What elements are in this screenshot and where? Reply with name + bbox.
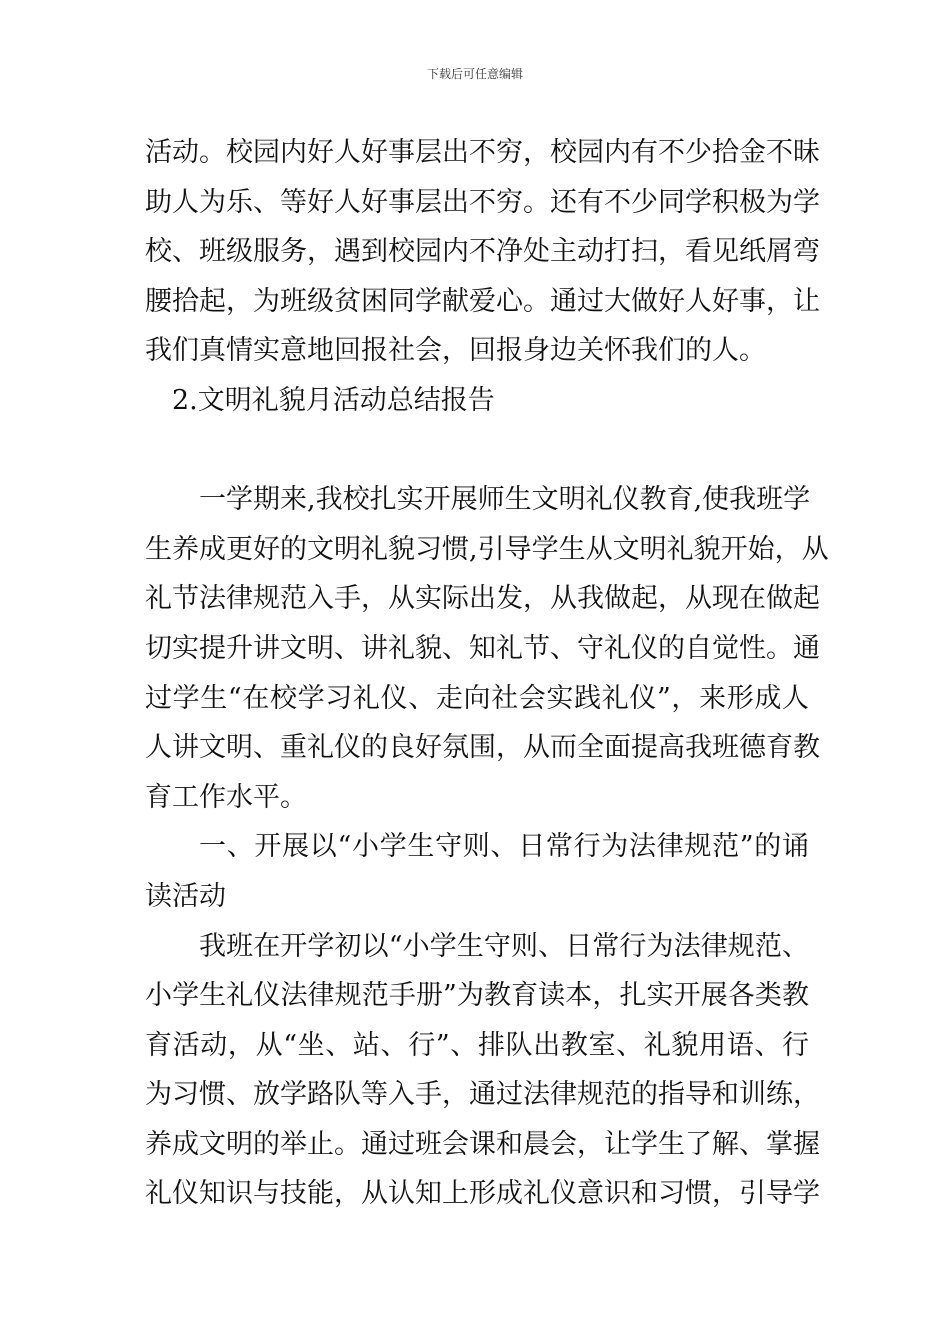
paragraph-first-line: 我班在开学初以“小学生守则、日常行为法律规范、 (199, 930, 809, 962)
text-line: 养成文明的举止。通过班会课和晨会，让学生了解、掌握 (145, 1128, 820, 1160)
page-header: 下载后可任意编辑 (426, 67, 523, 81)
text-line: 腰拾起，为班级贫困同学献爱心。通过大做好人好事，让 (145, 285, 820, 317)
text-line: 小学生礼仪法律规范手册”为教育读本，扎实开展各类教 (145, 980, 809, 1012)
text-line: 我们真情实意地回报社会，回报身边关怀我们的人。 (145, 335, 766, 367)
text-line: 育工作水平。 (145, 781, 307, 813)
text-line: 育活动，从“坐、站、行”、排队出教室、礼貌用语、行 (145, 1029, 809, 1061)
subheading-line: 读活动 (145, 880, 226, 912)
blank-line (145, 426, 809, 476)
paragraph-first-line: 一学期来,我校扎实开展师生文明礼仪教育,使我班学 (199, 484, 811, 516)
text-line: 生养成更好的文明礼貌习惯,引导学生从文明礼貌开始，从 (145, 533, 829, 565)
subheading-line: 一、开展以“小学生守则、日常行为法律规范”的诵 (199, 831, 809, 863)
text-line: 为习惯、放学路队等入手，通过法律规范的指导和训练， (145, 1079, 820, 1111)
text-line: 校、班级服务，遇到校园内不净处主动打扫，看见纸屑弯 (145, 236, 820, 268)
text-line: 切实提升讲文明、讲礼貌、知礼节、守礼仪的自觉性。通 (145, 632, 820, 664)
section-heading: 2.文明礼貌月活动总结报告 (172, 384, 495, 416)
text-line: 礼仪知识与技能，从认知上形成礼仪意识和习惯，引导学 (145, 1178, 820, 1210)
text-line: 礼节法律规范入手，从实际出发，从我做起，从现在做起 (145, 583, 820, 615)
text-line: 活动。校园内好人好事层出不穷，校园内有不少拾金不昧 (145, 137, 820, 168)
text-line: 过学生“在校学习礼仪、走向社会实践礼仪”，来形成人 (145, 682, 809, 714)
document-body (145, 128, 829, 1219)
text-line: 助人为乐、等好人好事层出不穷。还有不少同学积极为学 (145, 186, 820, 218)
text-line: 人讲文明、重礼仪的良好氛围，从而全面提高我班德育教 (145, 732, 820, 764)
